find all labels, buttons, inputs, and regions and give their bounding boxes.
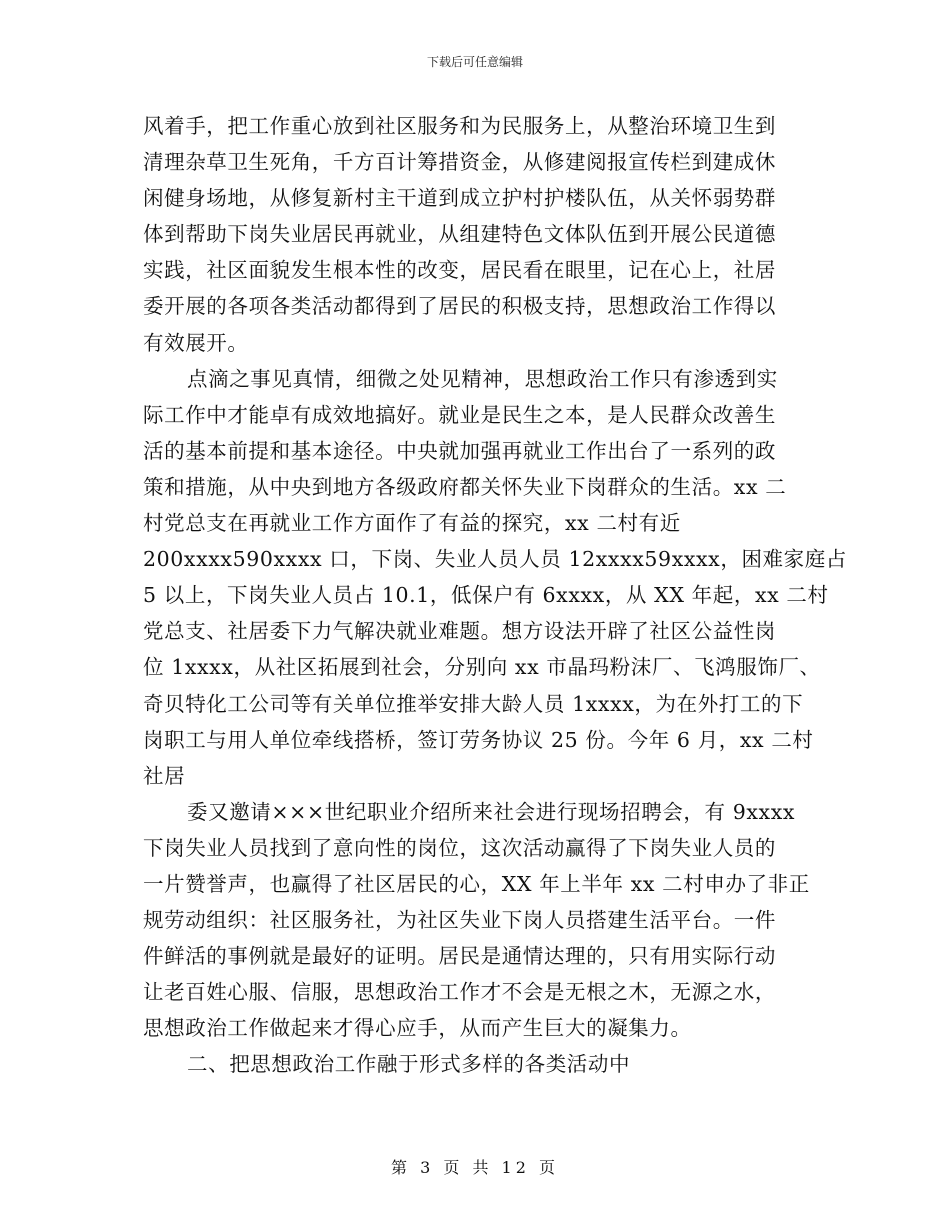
paragraph bbox=[143, 108, 807, 361]
text-line: 规劳动组织：社区服务社，为社区失业下岗人员搭建生活平台。一件 bbox=[143, 908, 776, 933]
text-line: 活的基本前提和基本途径。中央就加强再就业工作出台了一系列的政 bbox=[143, 438, 776, 463]
text-line: 200xxxx590xxxx 口，下岗、失业人员人员 12xxxx59xxxx，困难家庭占 bbox=[143, 547, 847, 572]
text-line: 策和措施，从中央到地方各级政府都关怀失业下岗群众的生活。xx 二 bbox=[143, 474, 787, 499]
text-line: 二、把思想政治工作融于形式多样的各类活动中 bbox=[187, 1052, 631, 1077]
text-line: 一片赞誉声，也赢得了社区居民的心，XX 年上半年 xx 二村申办了非正 bbox=[143, 871, 810, 896]
text-line: 清理杂草卫生死角，千方百计筹措资金，从修建阅报宣传栏到建成休 bbox=[143, 150, 776, 175]
text-line: 村党总支在再就业工作方面作了有益的探究，xx 二村有近 bbox=[143, 511, 681, 536]
text-line: 委又邀请×××世纪职业介绍所来社会进行现场招聘会，有 9xxxx bbox=[187, 799, 796, 824]
text-line: 件鲜活的事例就是最好的证明。居民是通情达理的，只有用实际行动 bbox=[143, 944, 776, 969]
text-line: 委开展的各项各类活动都得到了居民的积极支持，思想政治工作得以 bbox=[143, 294, 776, 319]
text-line: 闲健身场地，从修复新村主干道到成立护村护楼队伍，从关怀弱势群 bbox=[143, 186, 776, 211]
text-line: 点滴之事见真情，细微之处见精神，思想政治工作只有渗透到实 bbox=[187, 366, 778, 391]
paragraph bbox=[143, 794, 810, 1047]
document-body bbox=[143, 108, 847, 1083]
text-line: 下岗失业人员找到了意向性的岗位，这次活动赢得了下岗失业人员的 bbox=[143, 835, 776, 860]
text-line: 体到帮助下岗失业居民再就业，从组建特色文体队伍到开展公民道德 bbox=[143, 222, 776, 247]
paragraph bbox=[143, 361, 847, 794]
text-line: 风着手，把工作重心放到社区服务和为民服务上，从整治环境卫生到 bbox=[143, 114, 776, 138]
paragraph bbox=[143, 1046, 807, 1082]
text-line: 实践，社区面貌发生根本性的改变，居民看在眼里，记在心上，社居 bbox=[143, 258, 776, 283]
text-line: 社居 bbox=[143, 763, 186, 788]
text-line: 际工作中才能卓有成效地搞好。就业是民生之本，是人民群众改善生 bbox=[143, 402, 776, 427]
text-line: 位 1xxxx，从社区拓展到社会，分别向 xx 市晶玛粉沫厂、飞鸿服饰厂、 bbox=[143, 655, 821, 680]
text-line: 有效展开。 bbox=[143, 330, 249, 355]
text-line: 让老百姓心服、信服，思想政治工作才不会是无根之木，无源之水， bbox=[143, 980, 776, 1005]
text-line: 党总支、社居委下力气解决就业难题。想方设法开辟了社区公益性岗 bbox=[143, 619, 776, 644]
text-line: 5 以上，下岗失业人员占 10.1，低保户有 6xxxx，从 XX 年起，xx 二村 bbox=[143, 583, 829, 608]
text-line: 岗职工与用人单位牵线搭桥，签订劳务协议 25 份。今年 6 月，xx 二村 bbox=[143, 727, 814, 752]
text-line: 奇贝特化工公司等有关单位推举安排大龄人员 1xxxx，为在外打工的下 bbox=[143, 691, 804, 716]
page-header: 下载后可任意编辑 bbox=[426, 55, 523, 69]
text-line: 思想政治工作做起来才得心应手，从而产生巨大的凝集力。 bbox=[143, 1016, 692, 1041]
page-footer: 第 3 页 共 12 页 bbox=[391, 1158, 559, 1177]
